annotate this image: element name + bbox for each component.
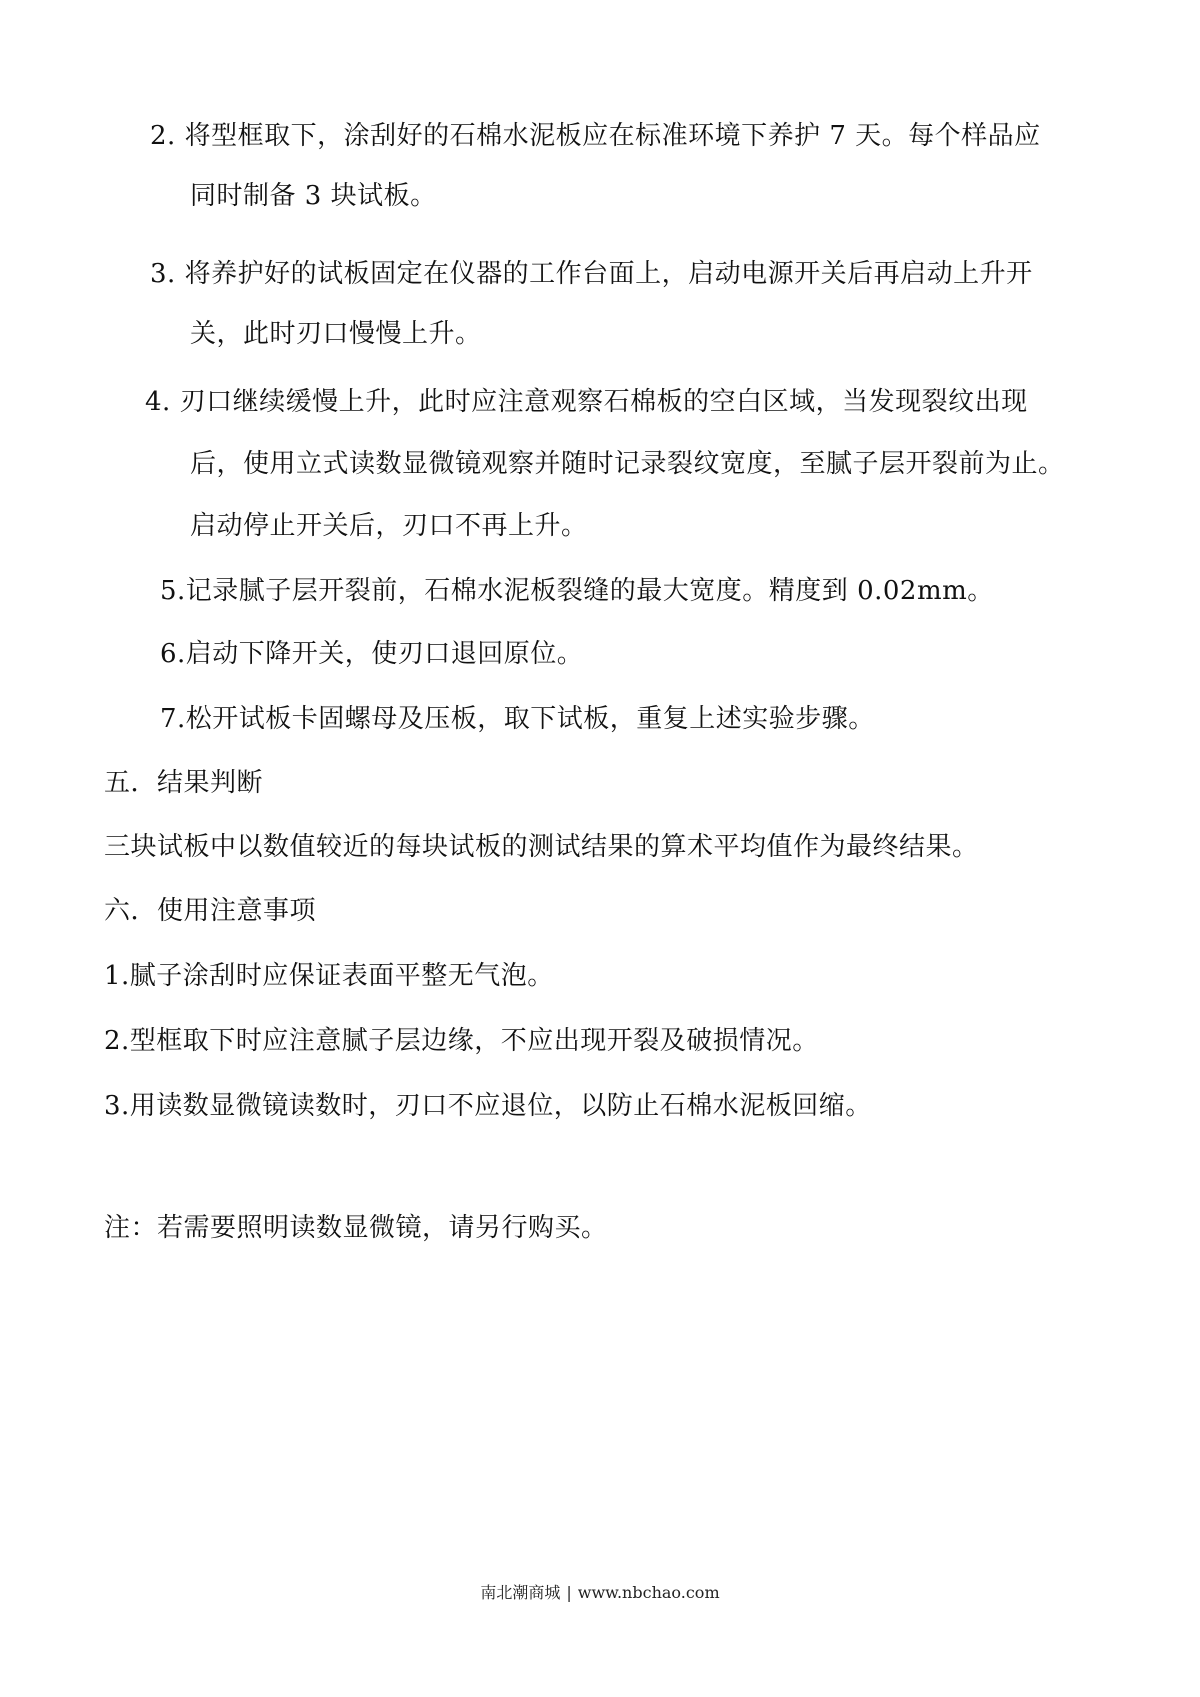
footer-separator: | <box>566 1583 572 1602</box>
footer-url[interactable]: www.nbchao.com <box>577 1583 720 1602</box>
step-7: 7.松开试板卡固螺母及压板，取下试板，重复上述实验步骤。 <box>160 704 875 734</box>
step-2-line-1: 2. 将型框取下，涂刮好的石棉水泥板应在标准环境下养护 7 天。每个样品应 <box>150 121 1041 151</box>
note-text: 注：若需要照明读数显微镜，请另行购买。 <box>104 1213 608 1243</box>
step-5: 5.记录腻子层开裂前，石棉水泥板裂缝的最大宽度。精度到 0.02mm。 <box>160 576 994 606</box>
step-4-line-2: 后，使用立式读数显微镜观察并随时记录裂纹宽度，至腻子层开裂前为止。 <box>190 449 1065 479</box>
section-6-heading: 六．使用注意事项 <box>104 896 317 926</box>
section-6-item-1: 1.腻子涂刮时应保证表面平整无气泡。 <box>104 961 554 991</box>
step-3-line-2: 关，此时刃口慢慢上升。 <box>190 319 482 349</box>
step-4-line-3: 启动停止开关后，刃口不再上升。 <box>190 511 588 541</box>
section-6-item-3: 3.用读数显微镜读数时，刃口不应退位，以防止石棉水泥板回缩。 <box>104 1091 872 1121</box>
section-5-text: 三块试板中以数值较近的每块试板的测试结果的算术平均值作为最终结果。 <box>104 832 979 862</box>
step-2-line-2: 同时制备 3 块试板。 <box>190 181 437 211</box>
footer <box>0 1582 1200 1604</box>
section-6-item-2: 2.型框取下时应注意腻子层边缘，不应出现开裂及破损情况。 <box>104 1026 819 1056</box>
step-3-line-1: 3. 将养护好的试板固定在仪器的工作台面上，启动电源开关后再启动上升开 <box>150 259 1033 289</box>
step-6: 6.启动下降开关，使刃口退回原位。 <box>160 639 584 669</box>
section-5-heading: 五．结果判断 <box>104 768 264 798</box>
footer-site-name: 南北潮商城 <box>480 1583 561 1602</box>
step-4-line-1: 4. 刃口继续缓慢上升，此时应注意观察石棉板的空白区域，当发现裂纹出现 <box>145 387 1028 417</box>
